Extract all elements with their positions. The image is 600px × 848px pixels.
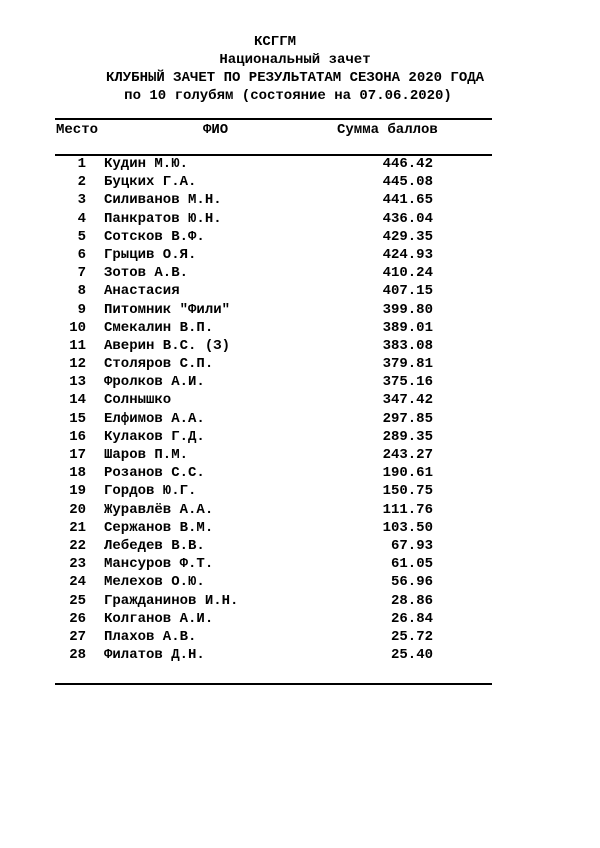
row-name: Кудин М.Ю.	[104, 156, 189, 172]
table-row	[0, 464, 600, 482]
row-place: 12	[69, 356, 86, 373]
table-row	[0, 555, 600, 573]
row-name: Колганов А.И.	[104, 610, 214, 627]
table-row	[0, 282, 600, 300]
table-row	[0, 501, 600, 519]
row-place: 11	[69, 337, 86, 354]
row-name: Зотов А.В.	[104, 265, 189, 282]
row-score: 407.15	[382, 283, 433, 300]
row-place: 26	[69, 610, 86, 627]
row-name: Гражданинов И.Н.	[104, 592, 239, 609]
row-place: 25	[69, 592, 86, 609]
row-name: Елфимов А.А.	[104, 410, 205, 427]
column-header-score: Сумма баллов	[337, 122, 438, 138]
table-row	[0, 446, 600, 464]
row-name: Питомник "Фили"	[104, 301, 231, 318]
table-row	[0, 210, 600, 228]
row-name: Анастасия	[104, 283, 180, 300]
row-score: 429.35	[382, 228, 433, 245]
table-row	[0, 373, 600, 391]
table-row	[0, 228, 600, 246]
row-score: 445.08	[382, 174, 433, 191]
row-name: Аверин В.С. (З)	[104, 337, 231, 354]
row-place: 22	[69, 537, 86, 554]
row-place: 15	[69, 410, 86, 427]
row-name: Журавлёв А.А.	[104, 501, 214, 518]
row-score: 243.27	[382, 447, 433, 463]
table-top-rule	[55, 118, 492, 120]
row-score: 150.75	[382, 483, 433, 500]
table-row	[0, 592, 600, 610]
row-place: 17	[69, 447, 86, 463]
table-row	[0, 573, 600, 591]
row-score: 383.08	[382, 337, 433, 354]
row-place: 28	[69, 647, 86, 664]
table-row	[0, 391, 600, 409]
row-score: 389.01	[382, 319, 433, 336]
row-name: Гордов Ю.Г.	[104, 483, 197, 500]
row-name: Грыцив О.Я.	[104, 246, 197, 263]
row-place: 9	[77, 301, 86, 318]
row-score: 375.16	[382, 374, 433, 391]
table-row	[0, 319, 600, 337]
row-name: Силиванов М.Н.	[104, 192, 222, 209]
row-score: 103.50	[382, 519, 433, 536]
row-score: 441.65	[382, 192, 433, 209]
row-name: Фролков А.И.	[104, 374, 205, 391]
row-place: 4	[77, 210, 86, 227]
row-name: Буцких Г.А.	[104, 174, 197, 191]
row-name: Мелехов О.Ю.	[104, 574, 205, 591]
row-place: 24	[69, 574, 86, 591]
row-place: 5	[77, 228, 86, 245]
org-title: КСГГМ	[253, 34, 296, 50]
page-title: КЛУБНЫЙ ЗАЧЕТ ПО РЕЗУЛЬТАТАМ СЕЗОНА 2020 ГОДА	[105, 70, 485, 86]
table-row	[0, 264, 600, 282]
table-row	[0, 301, 600, 319]
table-row	[0, 337, 600, 355]
row-score: 347.42	[382, 392, 433, 409]
column-header-name: ФИО	[203, 122, 229, 138]
table-row	[0, 173, 600, 191]
row-place: 10	[69, 319, 86, 336]
row-score: 61.05	[390, 556, 433, 573]
row-score: 26.84	[390, 610, 433, 627]
column-header-place: Место	[56, 122, 99, 138]
row-score: 446.42	[382, 156, 433, 172]
row-place: 27	[69, 628, 86, 645]
table-row	[0, 410, 600, 428]
row-score: 424.93	[382, 246, 433, 263]
row-score: 289.35	[382, 428, 433, 445]
table-row	[0, 355, 600, 373]
table-row	[0, 482, 600, 500]
row-place: 14	[69, 392, 86, 409]
row-name: Солнышко	[104, 392, 172, 409]
table-row	[0, 628, 600, 646]
row-score: 25.40	[390, 647, 433, 664]
row-place: 23	[69, 556, 86, 573]
row-place: 21	[69, 519, 86, 536]
row-score: 436.04	[382, 210, 433, 227]
row-place: 16	[69, 428, 86, 445]
row-name: Кулаков Г.Д.	[104, 428, 205, 445]
row-score: 28.86	[390, 592, 433, 609]
row-name: Столяров С.П.	[104, 356, 214, 373]
row-place: 2	[77, 174, 86, 191]
row-place: 20	[69, 501, 86, 518]
row-place: 7	[77, 265, 86, 282]
table-row	[0, 428, 600, 446]
row-name: Филатов Д.Н.	[104, 647, 205, 664]
row-score: 399.80	[382, 301, 433, 318]
row-score: 25.72	[390, 628, 433, 645]
row-place: 6	[77, 246, 86, 263]
row-name: Плахов А.В.	[104, 628, 197, 645]
results-table	[0, 155, 600, 664]
row-name: Сержанов В.М.	[104, 519, 214, 536]
table-row	[0, 155, 600, 173]
title-note: по 10 голубям (состояние на 07.06.2020)	[124, 88, 452, 104]
row-name: Лебедев В.В.	[104, 537, 205, 554]
row-name: Панкратов Ю.Н.	[104, 210, 222, 227]
table-row	[0, 646, 600, 664]
row-score: 56.96	[390, 574, 433, 591]
row-place: 19	[69, 483, 86, 500]
row-score: 410.24	[382, 265, 433, 282]
row-place: 8	[77, 283, 86, 300]
table-bottom-rule	[55, 683, 492, 685]
subtitle: Национальный зачет	[219, 52, 371, 68]
table-row	[0, 246, 600, 264]
table-row	[0, 610, 600, 628]
row-score: 67.93	[390, 537, 433, 554]
row-place: 3	[77, 192, 86, 209]
row-name: Мансуров Ф.Т.	[104, 556, 214, 573]
table-row	[0, 519, 600, 537]
row-name: Сотсков В.Ф.	[104, 228, 205, 245]
table-row	[0, 191, 600, 209]
row-name: Розанов С.С.	[104, 465, 205, 482]
row-place: 18	[69, 465, 86, 482]
row-score: 111.76	[382, 501, 433, 518]
row-score: 190.61	[382, 465, 433, 482]
row-name: Шаров П.М.	[104, 447, 189, 463]
row-place: 1	[77, 156, 86, 172]
table-row	[0, 537, 600, 555]
row-score: 297.85	[382, 410, 433, 427]
row-name: Смекалин В.П.	[104, 319, 214, 336]
row-score: 379.81	[382, 356, 433, 373]
row-place: 13	[69, 374, 86, 391]
